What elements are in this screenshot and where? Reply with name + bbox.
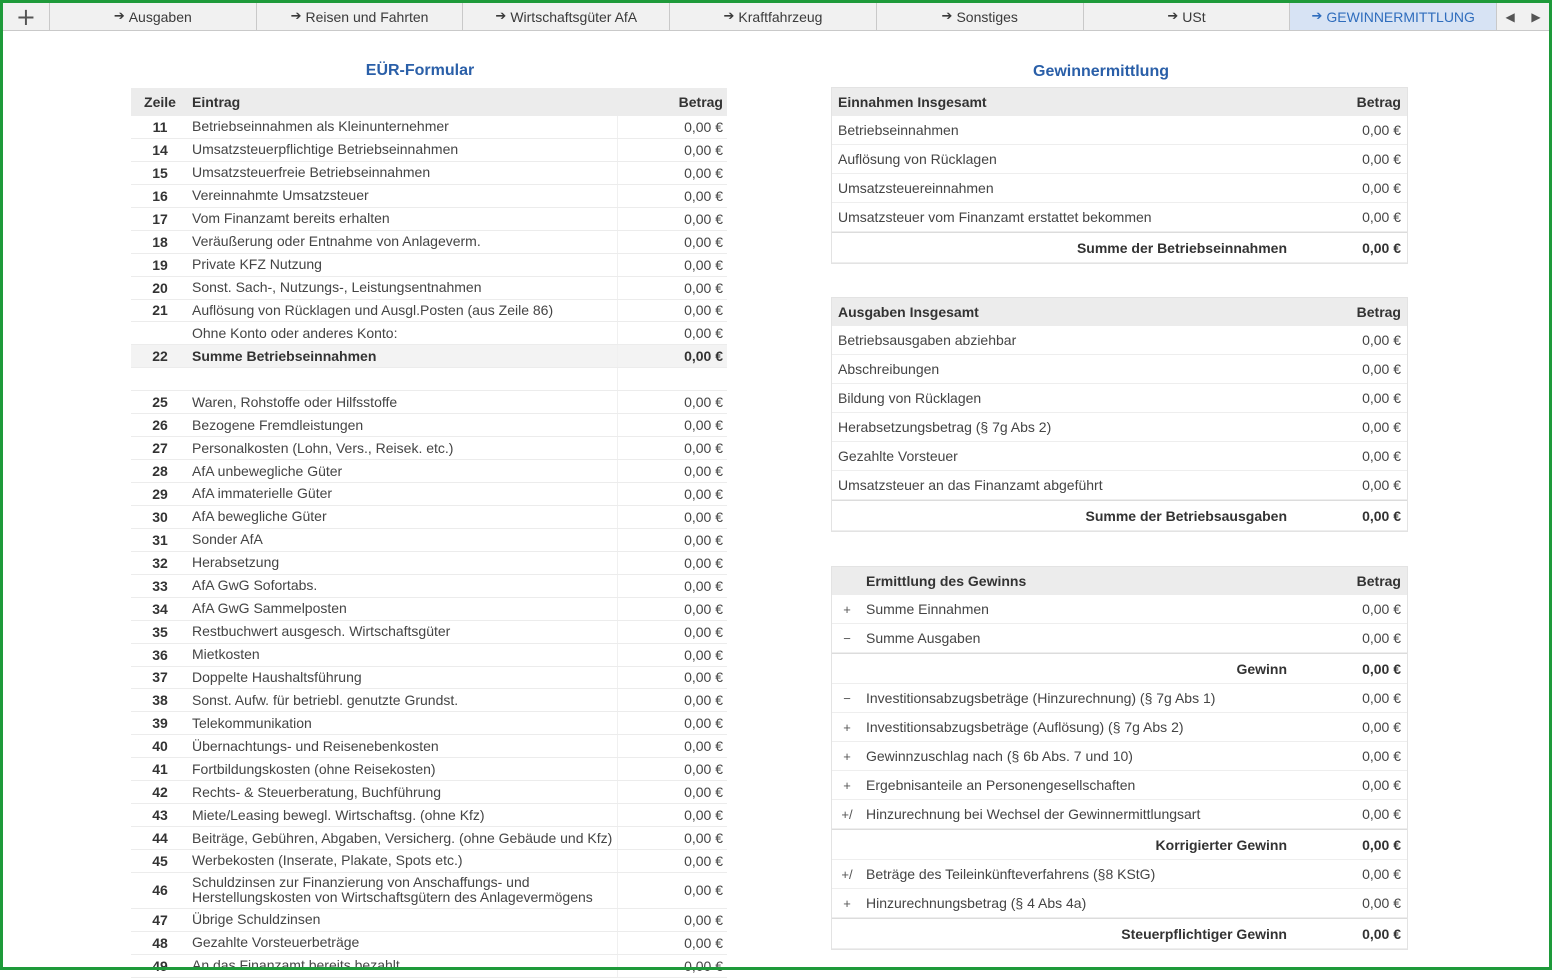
table-row (832, 384, 1407, 413)
eintrag-cell: Betriebseinnahmen als Kleinunternehmer (192, 118, 449, 135)
row-label: Investitionsabzugsbeträge (Auflösung) (§ 7g Abs 2) (866, 719, 1184, 735)
betrag-cell[interactable]: 0,00 € (617, 162, 727, 184)
row-label: Umsatzsteuer vom Finanzamt erstattet bekommen (838, 209, 1152, 225)
zeile-cell: 27 (152, 440, 168, 457)
table-row (131, 712, 727, 735)
zeile-cell: 18 (152, 233, 168, 250)
table-row (131, 827, 727, 850)
row-label: Auflösung von Rücklagen (838, 151, 997, 167)
row-label: Ergebnisanteile an Personengesellschaften (866, 777, 1136, 793)
zeile-cell: 39 (152, 715, 168, 732)
ermittlung-table (831, 566, 1408, 950)
zeile-cell: 40 (152, 738, 168, 755)
eintrag-cell: AfA GwG Sofortabs. (192, 577, 318, 594)
betrag-cell[interactable]: 0,00 € (617, 598, 727, 620)
sign-indicator: + (843, 719, 851, 735)
einnahmen-header-label: Einnahmen Insgesamt (838, 94, 987, 110)
row-value[interactable]: 0,00 € (1362, 361, 1401, 377)
eintrag-cell: Rechts- & Steuerberatung, Buchführung (192, 783, 442, 800)
zeile-cell: 31 (152, 531, 168, 548)
table-row (832, 145, 1407, 174)
arrow-right-icon: ➔ (290, 9, 302, 24)
eintrag-cell: Herabsetzung (192, 554, 280, 571)
zeile-cell: 14 (152, 141, 168, 158)
zeile-cell: 47 (152, 911, 168, 928)
table-row (832, 595, 1407, 624)
eintrag-cell: Gezahlte Vorsteuerbeträge (192, 934, 360, 951)
sign-indicator: + (843, 777, 851, 793)
eintrag-cell: Telekommunikation (192, 714, 312, 731)
sum-label: Korrigierter Gewinn (1155, 836, 1287, 853)
table-row (131, 781, 727, 804)
table-row (131, 231, 727, 254)
table-row (131, 139, 727, 162)
betrag-cell[interactable]: 0,00 € (617, 254, 727, 276)
eintrag-cell: An das Finanzamt bereits bezahlt (192, 957, 400, 974)
row-value[interactable]: 0,00 € (1362, 209, 1401, 225)
sum-value[interactable]: 0,00 € (1362, 507, 1401, 524)
table-row (131, 575, 727, 598)
sign-indicator: + (843, 601, 851, 617)
betrag-cell[interactable]: 0,00 € (617, 712, 727, 734)
eintrag-cell: Private KFZ Nutzung (192, 256, 322, 273)
eintrag-cell: AfA GwG Sammelposten (192, 600, 347, 617)
zeile-cell: 30 (152, 508, 168, 525)
tab-kraftfahrzeug[interactable] (670, 3, 877, 30)
eur-table (131, 88, 727, 978)
betrag-cell[interactable]: 0,00 € (617, 345, 727, 367)
betrag-cell[interactable]: 0,00 € (617, 322, 727, 344)
betrag-cell[interactable]: 0,00 € (617, 460, 727, 482)
betrag-cell[interactable]: 0,00 € (617, 804, 727, 826)
ermittlung-header (832, 567, 1407, 595)
zeile-cell: 48 (152, 934, 168, 951)
zeile-cell: 38 (152, 692, 168, 709)
tab-sonstiges[interactable] (877, 3, 1084, 30)
zeile-cell: 45 (152, 852, 168, 869)
eintrag-cell: AfA immaterielle Güter (192, 485, 333, 502)
eintrag-cell: Übernachtungs- und Reisenebenkosten (192, 737, 439, 754)
betrag-cell[interactable]: 0,00 € (617, 873, 727, 908)
arrow-right-icon: ➔ (941, 9, 953, 24)
tab-label: Wirtschaftsgüter AfA (510, 8, 638, 25)
betrag-cell[interactable]: 0,00 € (617, 827, 727, 849)
sum-row (832, 653, 1407, 684)
sign-indicator: − (843, 690, 851, 706)
table-row (131, 850, 727, 873)
betrag-cell[interactable]: 0,00 € (617, 850, 727, 872)
tab-scroll-left-button[interactable]: ◀ (1505, 9, 1515, 24)
row-value[interactable]: 0,00 € (1362, 122, 1401, 138)
row-value[interactable]: 0,00 € (1362, 448, 1401, 464)
zeile-cell: 21 (152, 302, 168, 319)
sign-indicator: +/ (841, 806, 853, 822)
row-label: Gezahlte Vorsteuer (838, 448, 958, 464)
sum-value[interactable]: 0,00 € (1362, 925, 1401, 942)
table-row (131, 414, 727, 437)
table-row (131, 277, 727, 300)
row-value[interactable]: 0,00 € (1362, 895, 1401, 911)
col-header-betrag: Betrag (1356, 304, 1401, 320)
row-label: Investitionsabzugsbeträge (Hinzurechnung) (§ 7g Abs 1) (866, 690, 1216, 706)
eur-table-body (131, 116, 727, 978)
row-label: Betriebsausgaben abziehbar (838, 332, 1017, 348)
einnahmen-table (831, 87, 1408, 264)
betrag-cell[interactable]: 0,00 € (617, 116, 727, 138)
row-value[interactable]: 0,00 € (1362, 419, 1401, 435)
betrag-cell[interactable]: 0,00 € (617, 909, 727, 931)
table-row (832, 684, 1407, 713)
row-label: Herabsetzungsbetrag (§ 7g Abs 2) (838, 419, 1052, 435)
tab-label: GEWINNERMITTLUNG (1326, 8, 1475, 25)
eintrag-cell: Doppelte Haushaltsführung (192, 668, 362, 685)
eintrag-cell: Personalkosten (Lohn, Vers., Reisek. etc.) (192, 439, 454, 456)
row-value[interactable]: 0,00 € (1362, 601, 1401, 617)
arrow-right-icon: ➔ (113, 9, 125, 24)
eintrag-cell: Summe Betriebseinnahmen (192, 347, 377, 364)
zeile-cell: 46 (152, 882, 168, 899)
arrow-right-icon: ➔ (495, 9, 507, 24)
eintrag-cell: Übrige Schuldzinsen (192, 911, 321, 928)
table-row (832, 713, 1407, 742)
sum-label: Summe der Betriebseinnahmen (1076, 239, 1287, 256)
einnahmen-header (832, 88, 1407, 116)
betrag-cell[interactable]: 0,00 € (617, 932, 727, 954)
col-header-zeile: Zeile (144, 94, 176, 110)
zeile-cell: 16 (152, 187, 168, 204)
col-header-eintrag: Eintrag (192, 93, 241, 110)
sum-label: Steuerpflichtiger Gewinn (1121, 925, 1287, 942)
zeile-cell: 37 (152, 669, 168, 686)
betrag-cell[interactable]: 0,00 € (617, 231, 727, 253)
table-row (131, 644, 727, 667)
table-row (832, 442, 1407, 471)
eintrag-cell: Waren, Rohstoffe oder Hilfsstoffe (192, 393, 398, 410)
betrag-cell[interactable]: 0,00 € (617, 621, 727, 643)
row-value[interactable]: 0,00 € (1362, 151, 1401, 167)
zeile-cell: 22 (152, 348, 168, 365)
row-value[interactable]: 0,00 € (1362, 180, 1401, 196)
eintrag-cell: Umsatzsteuerfreie Betriebseinnahmen (192, 164, 431, 181)
row-label: Umsatzsteuereinnahmen (838, 180, 994, 196)
table-row (832, 326, 1407, 355)
table-row (131, 552, 727, 575)
tab-reisen-und-fahrten[interactable] (257, 3, 464, 30)
sign-indicator: − (843, 630, 851, 646)
row-label: Summe Ausgaben (866, 630, 981, 646)
eintrag-cell: Werbekosten (Inserate, Plakate, Spots etc.) (192, 852, 463, 869)
betrag-cell[interactable]: 0,00 € (617, 644, 727, 666)
table-row (131, 804, 727, 827)
betrag-cell[interactable]: 0,00 € (617, 689, 727, 711)
tab-ausgaben[interactable] (50, 3, 257, 30)
table-row (832, 889, 1407, 918)
ermittlung-body (832, 595, 1407, 949)
zeile-cell: 36 (152, 646, 168, 663)
table-row (131, 300, 727, 323)
eintrag-cell: Beiträge, Gebühren, Abgaben, Versicherg. (ohne Gebäude und Kfz) (192, 829, 613, 846)
table-row (832, 471, 1407, 500)
betrag-cell[interactable]: 0,00 € (617, 758, 727, 780)
row-value[interactable]: 0,00 € (1362, 719, 1401, 735)
zeile-cell: 32 (152, 554, 168, 571)
zeile-cell: 33 (152, 577, 168, 594)
table-row (131, 460, 727, 483)
sum-row (131, 345, 727, 368)
zeile-cell: 11 (152, 118, 168, 135)
row-label: Umsatzsteuer an das Finanzamt abgeführt (838, 477, 1103, 493)
row-value[interactable]: 0,00 € (1362, 390, 1401, 406)
table-row (832, 800, 1407, 829)
ausgaben-table (831, 297, 1408, 532)
row-label: Hinzurechnung bei Wechsel der Gewinnermittlungsart (866, 806, 1201, 822)
eintrag-cell: Sonder AfA (192, 531, 263, 548)
table-row (131, 932, 727, 955)
tab-label: Reisen und Fahrten (305, 8, 429, 25)
table-row (832, 771, 1407, 800)
betrag-cell[interactable]: 0,00 € (617, 552, 727, 574)
tab-label: Ausgaben (128, 8, 192, 25)
eintrag-cell: Miete/Leasing bewegl. Wirtschaftsg. (ohne Kfz) (192, 806, 485, 823)
table-row (832, 174, 1407, 203)
zeile-cell: 35 (152, 623, 168, 640)
table-row (131, 254, 727, 277)
arrow-right-icon: ➔ (723, 9, 735, 24)
eintrag-cell: Auflösung von Rücklagen und Ausgl.Posten (aus Zeile 86) (192, 301, 554, 318)
tab-wirtschaftsgueter-afa[interactable] (463, 3, 670, 30)
table-row (131, 598, 727, 621)
row-value[interactable]: 0,00 € (1362, 806, 1401, 822)
gewinnermittlung-title: Gewinnermittlung (1033, 63, 1169, 80)
ausgaben-sum-row (832, 500, 1407, 531)
zeile-cell: 28 (152, 463, 168, 480)
betrag-cell[interactable]: 0,00 € (617, 506, 727, 528)
row-label: Bildung von Rücklagen (838, 390, 982, 406)
table-row (131, 529, 727, 552)
table-row (832, 413, 1407, 442)
table-row (832, 860, 1407, 889)
betrag-cell[interactable]: 0,00 € (617, 300, 727, 322)
sum-row (832, 829, 1407, 860)
betrag-cell[interactable]: 0,00 € (617, 735, 727, 757)
table-row (832, 355, 1407, 384)
zeile-cell: 41 (152, 761, 168, 778)
betrag-cell (617, 368, 727, 390)
row-label: Betriebseinnahmen (838, 122, 959, 138)
row-label: Summe Einnahmen (866, 601, 989, 617)
eintrag-cell: AfA unbewegliche Güter (192, 462, 343, 479)
betrag-cell[interactable]: 0,00 € (617, 185, 727, 207)
betrag-cell[interactable]: 0,00 € (617, 575, 727, 597)
sum-label: Gewinn (1236, 660, 1287, 677)
sum-value[interactable]: 0,00 € (1362, 239, 1401, 256)
einnahmen-sum-row (832, 232, 1407, 263)
table-row (131, 873, 727, 909)
sum-row (832, 918, 1407, 949)
eintrag-cell: Ohne Konto oder anderes Konto: (192, 324, 398, 341)
zeile-cell: 49 (152, 957, 168, 974)
zeile-cell: 43 (152, 807, 168, 824)
sum-label: Summe der Betriebsausgaben (1085, 507, 1287, 524)
table-row (131, 391, 727, 414)
zeile-cell: 44 (152, 830, 168, 847)
row-label: Hinzurechnungsbetrag (§ 4 Abs 4a) (866, 895, 1087, 911)
zeile-cell: 42 (152, 784, 168, 801)
sign-indicator: + (843, 895, 851, 911)
betrag-cell[interactable]: 0,00 € (617, 208, 727, 230)
eintrag-cell: Restbuchwert ausgesch. Wirtschaftsgüter (192, 623, 451, 640)
betrag-cell[interactable]: 0,00 € (617, 391, 727, 413)
tab-scroll-right-button[interactable]: ▶ (1531, 9, 1541, 24)
table-row (832, 116, 1407, 145)
sum-value[interactable]: 0,00 € (1362, 660, 1401, 677)
betrag-cell[interactable]: 0,00 € (617, 529, 727, 551)
eintrag-cell: Fortbildungskosten (ohne Reisekosten) (192, 760, 436, 777)
eintrag-cell: Vereinnahmte Umsatzsteuer (192, 187, 369, 204)
betrag-cell[interactable]: 0,00 € (617, 483, 727, 505)
tab-ust[interactable] (1084, 3, 1291, 30)
zeile-cell: 17 (152, 210, 168, 227)
sign-indicator: + (843, 748, 851, 764)
add-sheet-button[interactable]: + (3, 3, 50, 30)
table-row (832, 624, 1407, 653)
tab-label: Kraftfahrzeug (738, 8, 823, 25)
betrag-cell[interactable]: 0,00 € (617, 781, 727, 803)
einnahmen-body (832, 116, 1407, 232)
table-row (131, 116, 727, 139)
row-label: Abschreibungen (838, 361, 940, 377)
eintrag-cell: Sonst. Aufw. für betriebl. genutzte Grundst. (192, 691, 459, 708)
eintrag-cell: Sonst. Sach-, Nutzungs-, Leistungsentnahmen (192, 279, 482, 296)
tab-label: USt (1182, 8, 1206, 25)
table-row (131, 185, 727, 208)
sheet-tab-bar (3, 3, 1549, 31)
betrag-cell[interactable]: 0,00 € (617, 277, 727, 299)
eur-form-title: EÜR-Formular (365, 62, 475, 79)
row-value[interactable]: 0,00 € (1362, 690, 1401, 706)
ermittlung-header-label: Ermittlung des Gewinns (866, 573, 1027, 589)
ausgaben-header-label: Ausgaben Insgesamt (838, 304, 979, 320)
ausgaben-header (832, 298, 1407, 326)
row-label: Beträge des Teileinkünfteverfahrens (§8 KStG) (866, 866, 1156, 882)
table-row (131, 909, 727, 932)
betrag-cell[interactable]: 0,00 € (617, 414, 727, 436)
table-row (131, 758, 727, 781)
spacer-row (131, 368, 727, 391)
table-row (832, 203, 1407, 232)
ausgaben-body (832, 326, 1407, 500)
col-header-betrag: Betrag (1356, 94, 1401, 110)
row-value[interactable]: 0,00 € (1362, 477, 1401, 493)
zeile-cell: 26 (152, 417, 168, 434)
betrag-cell[interactable]: 0,00 € (617, 139, 727, 161)
table-row (832, 742, 1407, 771)
eintrag-cell: Vom Finanzamt bereits erhalten (192, 210, 390, 227)
sign-indicator: +/ (841, 866, 853, 882)
eintrag-cell: Umsatzsteuerpflichtige Betriebseinnahmen (192, 141, 459, 158)
row-value[interactable]: 0,00 € (1362, 332, 1401, 348)
betrag-cell[interactable]: 0,00 € (617, 667, 727, 689)
table-row (131, 483, 727, 506)
arrow-right-icon: ➔ (1311, 9, 1323, 24)
table-row (131, 689, 727, 712)
eintrag-cell: AfA bewegliche Güter (192, 508, 327, 525)
eintrag-cell: Schuldzinsen zur Finanzierung von Anschaffungs- und Herstellungskosten von Wirtschaftsgütern des Anlagevermögens (192, 874, 593, 906)
sum-value[interactable]: 0,00 € (1362, 836, 1401, 853)
row-value[interactable]: 0,00 € (1362, 630, 1401, 646)
arrow-right-icon: ➔ (1167, 9, 1179, 24)
tab-gewinnermittlung[interactable] (1290, 3, 1497, 30)
table-row (131, 506, 727, 529)
table-row (131, 208, 727, 231)
table-row (131, 955, 727, 978)
row-value[interactable]: 0,00 € (1362, 777, 1401, 793)
betrag-cell[interactable]: 0,00 € (617, 955, 727, 977)
table-row (131, 437, 727, 460)
row-value[interactable]: 0,00 € (1362, 866, 1401, 882)
eur-table-header (131, 88, 727, 116)
eintrag-cell: Veräußerung oder Entnahme von Anlageverm. (192, 233, 481, 250)
betrag-cell[interactable]: 0,00 € (617, 437, 727, 459)
zeile-cell: 25 (152, 394, 168, 411)
eintrag-cell: Bezogene Fremdleistungen (192, 416, 364, 433)
table-row (131, 322, 727, 345)
tab-label: Sonstiges (956, 8, 1018, 25)
table-row (131, 162, 727, 185)
table-row (131, 667, 727, 690)
col-header-betrag: Betrag (678, 94, 723, 110)
row-label: Gewinnzuschlag nach (§ 6b Abs. 7 und 10) (866, 748, 1133, 764)
zeile-cell: 19 (152, 256, 168, 273)
zeile-cell: 34 (152, 600, 168, 617)
table-row (131, 621, 727, 644)
col-header-betrag: Betrag (1356, 573, 1401, 589)
zeile-cell: 20 (152, 279, 168, 296)
zeile-cell: 29 (152, 485, 168, 502)
row-value[interactable]: 0,00 € (1362, 748, 1401, 764)
eintrag-cell: Mietkosten (192, 646, 260, 663)
table-row (131, 735, 727, 758)
zeile-cell: 15 (152, 164, 168, 181)
